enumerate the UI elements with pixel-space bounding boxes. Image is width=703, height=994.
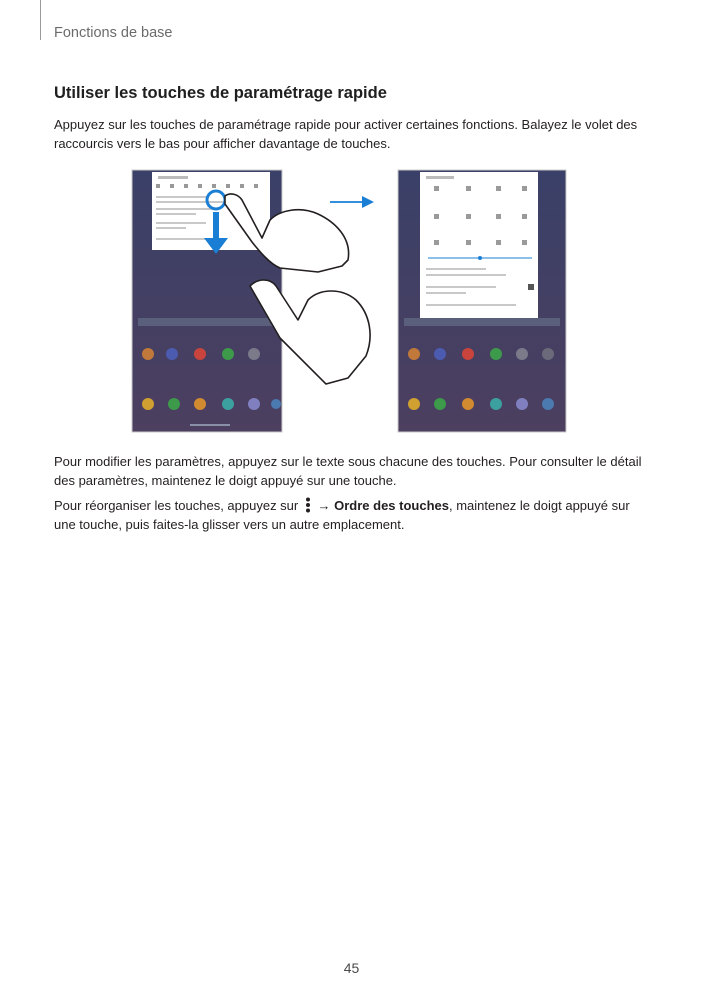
more-options-icon: [304, 497, 312, 513]
arrow-right-icon: [330, 196, 374, 208]
shortcut-panel-expanded: [420, 172, 538, 324]
arrow-glyph: →: [317, 498, 331, 513]
menu-option-reorder: Ordre des touches: [334, 498, 449, 513]
reorder-text-before: Pour réorganiser les touches, appuyez sur: [54, 498, 299, 513]
tablet-after: [398, 170, 566, 432]
details-paragraph: Pour modifier les paramètres, appuyez sur le texte sous chacune des touches. Pour consulter le détail des paramètres, maintenez le doigt appuyé sur une touche.: [54, 454, 642, 488]
illustration: [130, 168, 570, 436]
header-rule: [40, 0, 41, 40]
section-title: Utiliser les touches de paramétrage rapide: [54, 84, 387, 102]
reorder-text-after: , maintenez le doigt appuyé sur une touche, puis faites-la glisser vers un autre emplacement.: [54, 498, 630, 532]
running-head: Fonctions de base: [54, 25, 173, 41]
page-number: 45: [343, 960, 360, 976]
reorder-paragraph: [54, 496, 654, 534]
intro-paragraph: Appuyez sur les touches de paramétrage rapide pour activer certaines fonctions. Balayez le volet des raccourcis vers le bas pour afficher davantage de touches.: [54, 117, 638, 151]
